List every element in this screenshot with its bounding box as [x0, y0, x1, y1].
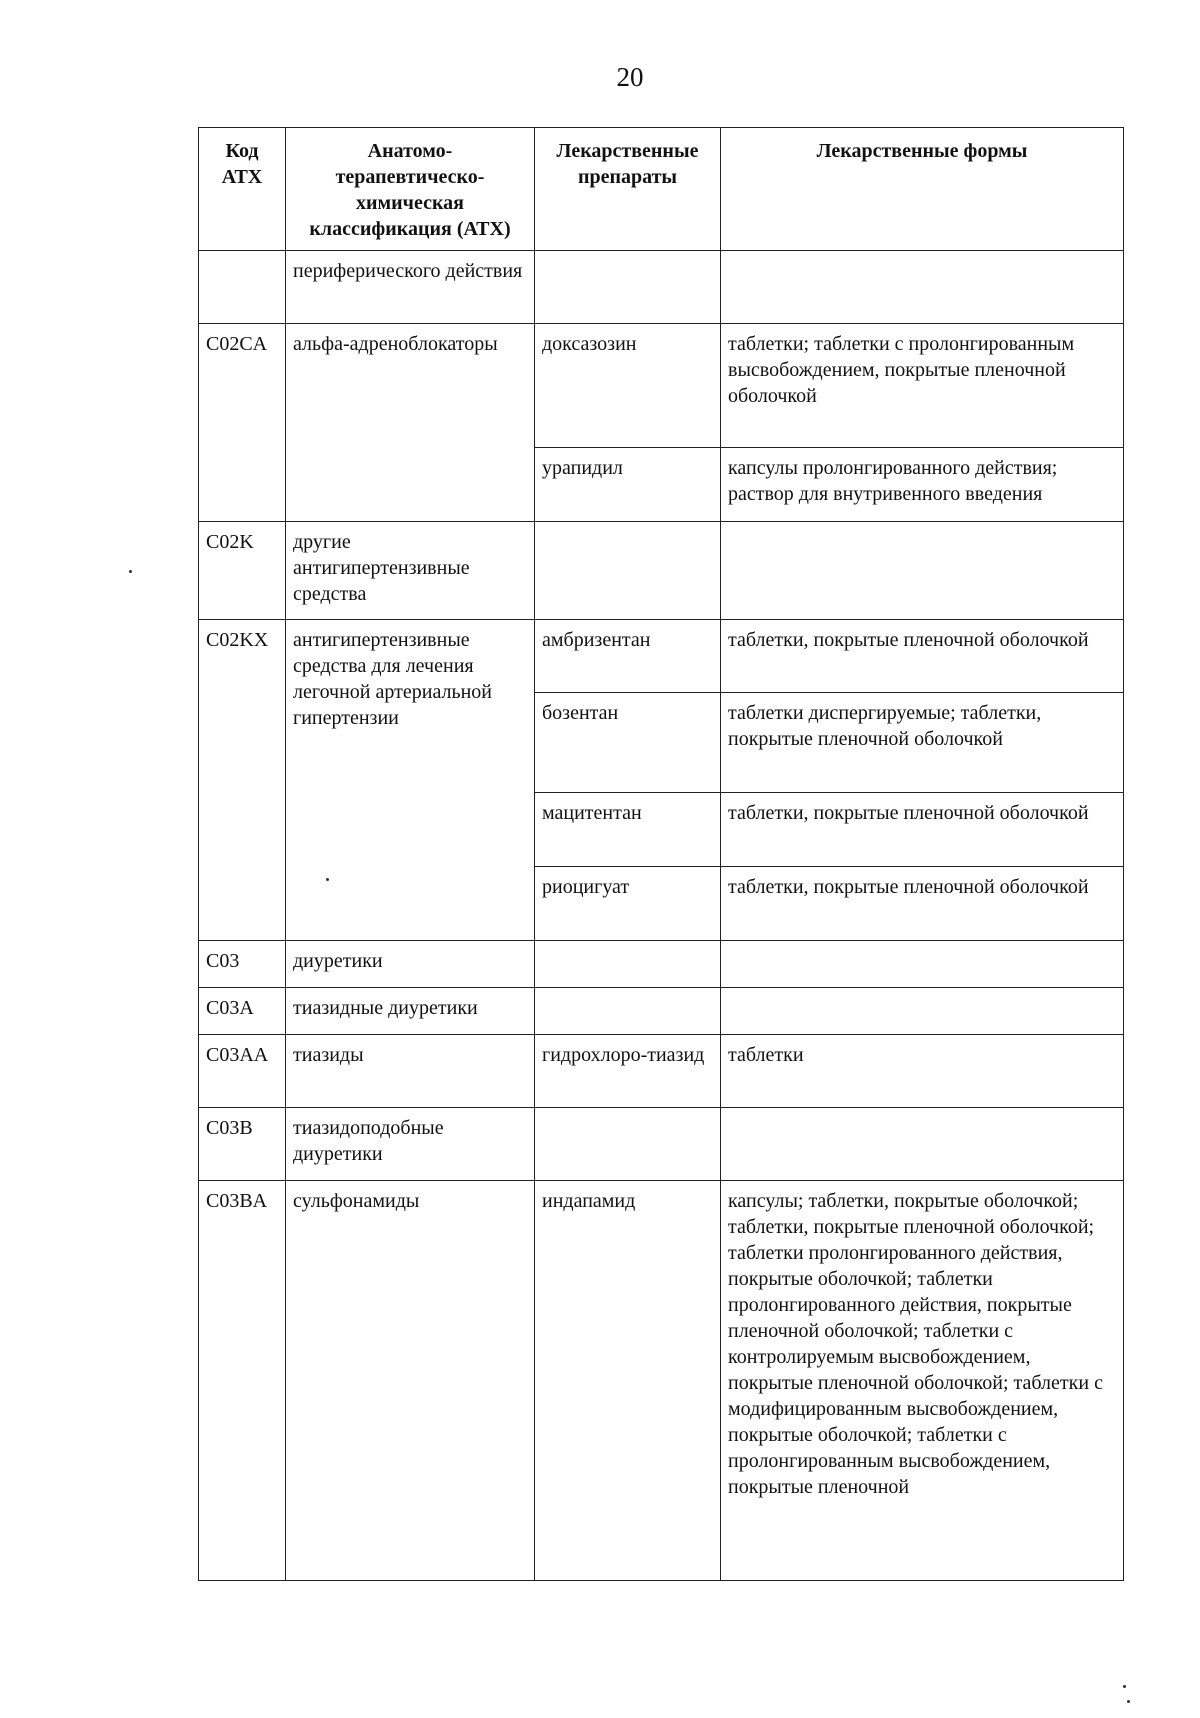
drug-forms: таблетки, покрытые пленочной оболочкой — [721, 793, 1124, 867]
table-row — [199, 1181, 1124, 1581]
table-row — [199, 1108, 1124, 1181]
drug-name: мацитентан — [535, 793, 721, 867]
table-row — [199, 620, 1124, 693]
header-classification: Анатомо- терапевтическо- химическая классификация (АТХ) — [286, 128, 535, 251]
header-code: Код АТХ — [199, 128, 286, 251]
drug-forms — [721, 1108, 1124, 1181]
atx-code: C03A — [199, 988, 286, 1035]
drug-name — [535, 522, 721, 620]
atx-code: C03AA — [199, 1035, 286, 1108]
drug-forms: капсулы; таблетки, покрытые оболочкой; таблетки, покрытые пленочной оболочкой; таблетки пролонгированного действия, покрытые оболочкой; таблетки пролонгированного действия, покрытые пленочной оболочкой; таблетки с контролируемым высвобождением, покрытые пленочной оболочкой; таблетки с модифицированным высвобождением, покрытые оболочкой; таблетки с пролонгированным высвобождением, покрытые пленочной — [721, 1181, 1124, 1581]
atx-code: C02K — [199, 522, 286, 620]
table-row — [199, 1035, 1124, 1108]
scan-speck — [1123, 1685, 1126, 1688]
table-row — [199, 941, 1124, 988]
drug-name: индапамид — [535, 1181, 721, 1581]
drug-name: доксазозин — [535, 324, 721, 448]
drug-forms: капсулы пролонгированного действия; раствор для внутривенного введения — [721, 448, 1124, 522]
atx-code: C03B — [199, 1108, 286, 1181]
atx-classification: тиазидоподобные диуретики — [286, 1108, 535, 1181]
drug-name: гидрохлоро-тиазид — [535, 1035, 721, 1108]
atx-classification: антигипертензивные средства для лечения легочной артериальной гипертензии — [286, 620, 535, 941]
table-row — [199, 522, 1124, 620]
drug-name: урапидил — [535, 448, 721, 522]
header-forms: Лекарственные формы — [721, 128, 1124, 251]
atx-classification: тиазиды — [286, 1035, 535, 1108]
drug-name — [535, 1108, 721, 1181]
table-row — [199, 324, 1124, 448]
page-number: 20 — [616, 62, 644, 92]
drug-name: риоцигуат — [535, 867, 721, 941]
table-row — [199, 988, 1124, 1035]
atx-code: C03BA — [199, 1181, 286, 1581]
atx-code — [199, 251, 286, 324]
drug-forms: таблетки, покрытые пленочной оболочкой — [721, 620, 1124, 693]
drug-forms: таблетки; таблетки с пролонгированным высвобождением, покрытые пленочной оболочкой — [721, 324, 1124, 448]
atx-classification: альфа-адреноблокаторы — [286, 324, 535, 522]
table-header-row — [199, 128, 1124, 251]
drug-forms — [721, 988, 1124, 1035]
drug-name: бозентан — [535, 693, 721, 793]
drug-name — [535, 988, 721, 1035]
atx-table — [198, 127, 1124, 1581]
atx-classification: другие антигипертензивные средства — [286, 522, 535, 620]
drug-forms — [721, 522, 1124, 620]
atx-code: C02CA — [199, 324, 286, 522]
atx-classification: тиазидные диуретики — [286, 988, 535, 1035]
atx-code: C03 — [199, 941, 286, 988]
scan-speck — [129, 570, 132, 573]
atx-classification: периферического действия — [286, 251, 535, 324]
drug-name — [535, 251, 721, 324]
atx-code: C02KX — [199, 620, 286, 941]
header-drugs: Лекарственные препараты — [535, 128, 721, 251]
drug-forms — [721, 941, 1124, 988]
atx-classification: диуретики — [286, 941, 535, 988]
drug-forms: таблетки — [721, 1035, 1124, 1108]
atx-classification: сульфонамиды — [286, 1181, 535, 1581]
drug-name: амбризентан — [535, 620, 721, 693]
scan-speck — [326, 878, 329, 881]
drug-forms: таблетки, покрытые пленочной оболочкой — [721, 867, 1124, 941]
table-row — [199, 251, 1124, 324]
drug-forms: таблетки диспергируемые; таблетки, покрытые пленочной оболочкой — [721, 693, 1124, 793]
scan-speck — [1127, 1700, 1130, 1703]
drug-forms — [721, 251, 1124, 324]
drug-name — [535, 941, 721, 988]
